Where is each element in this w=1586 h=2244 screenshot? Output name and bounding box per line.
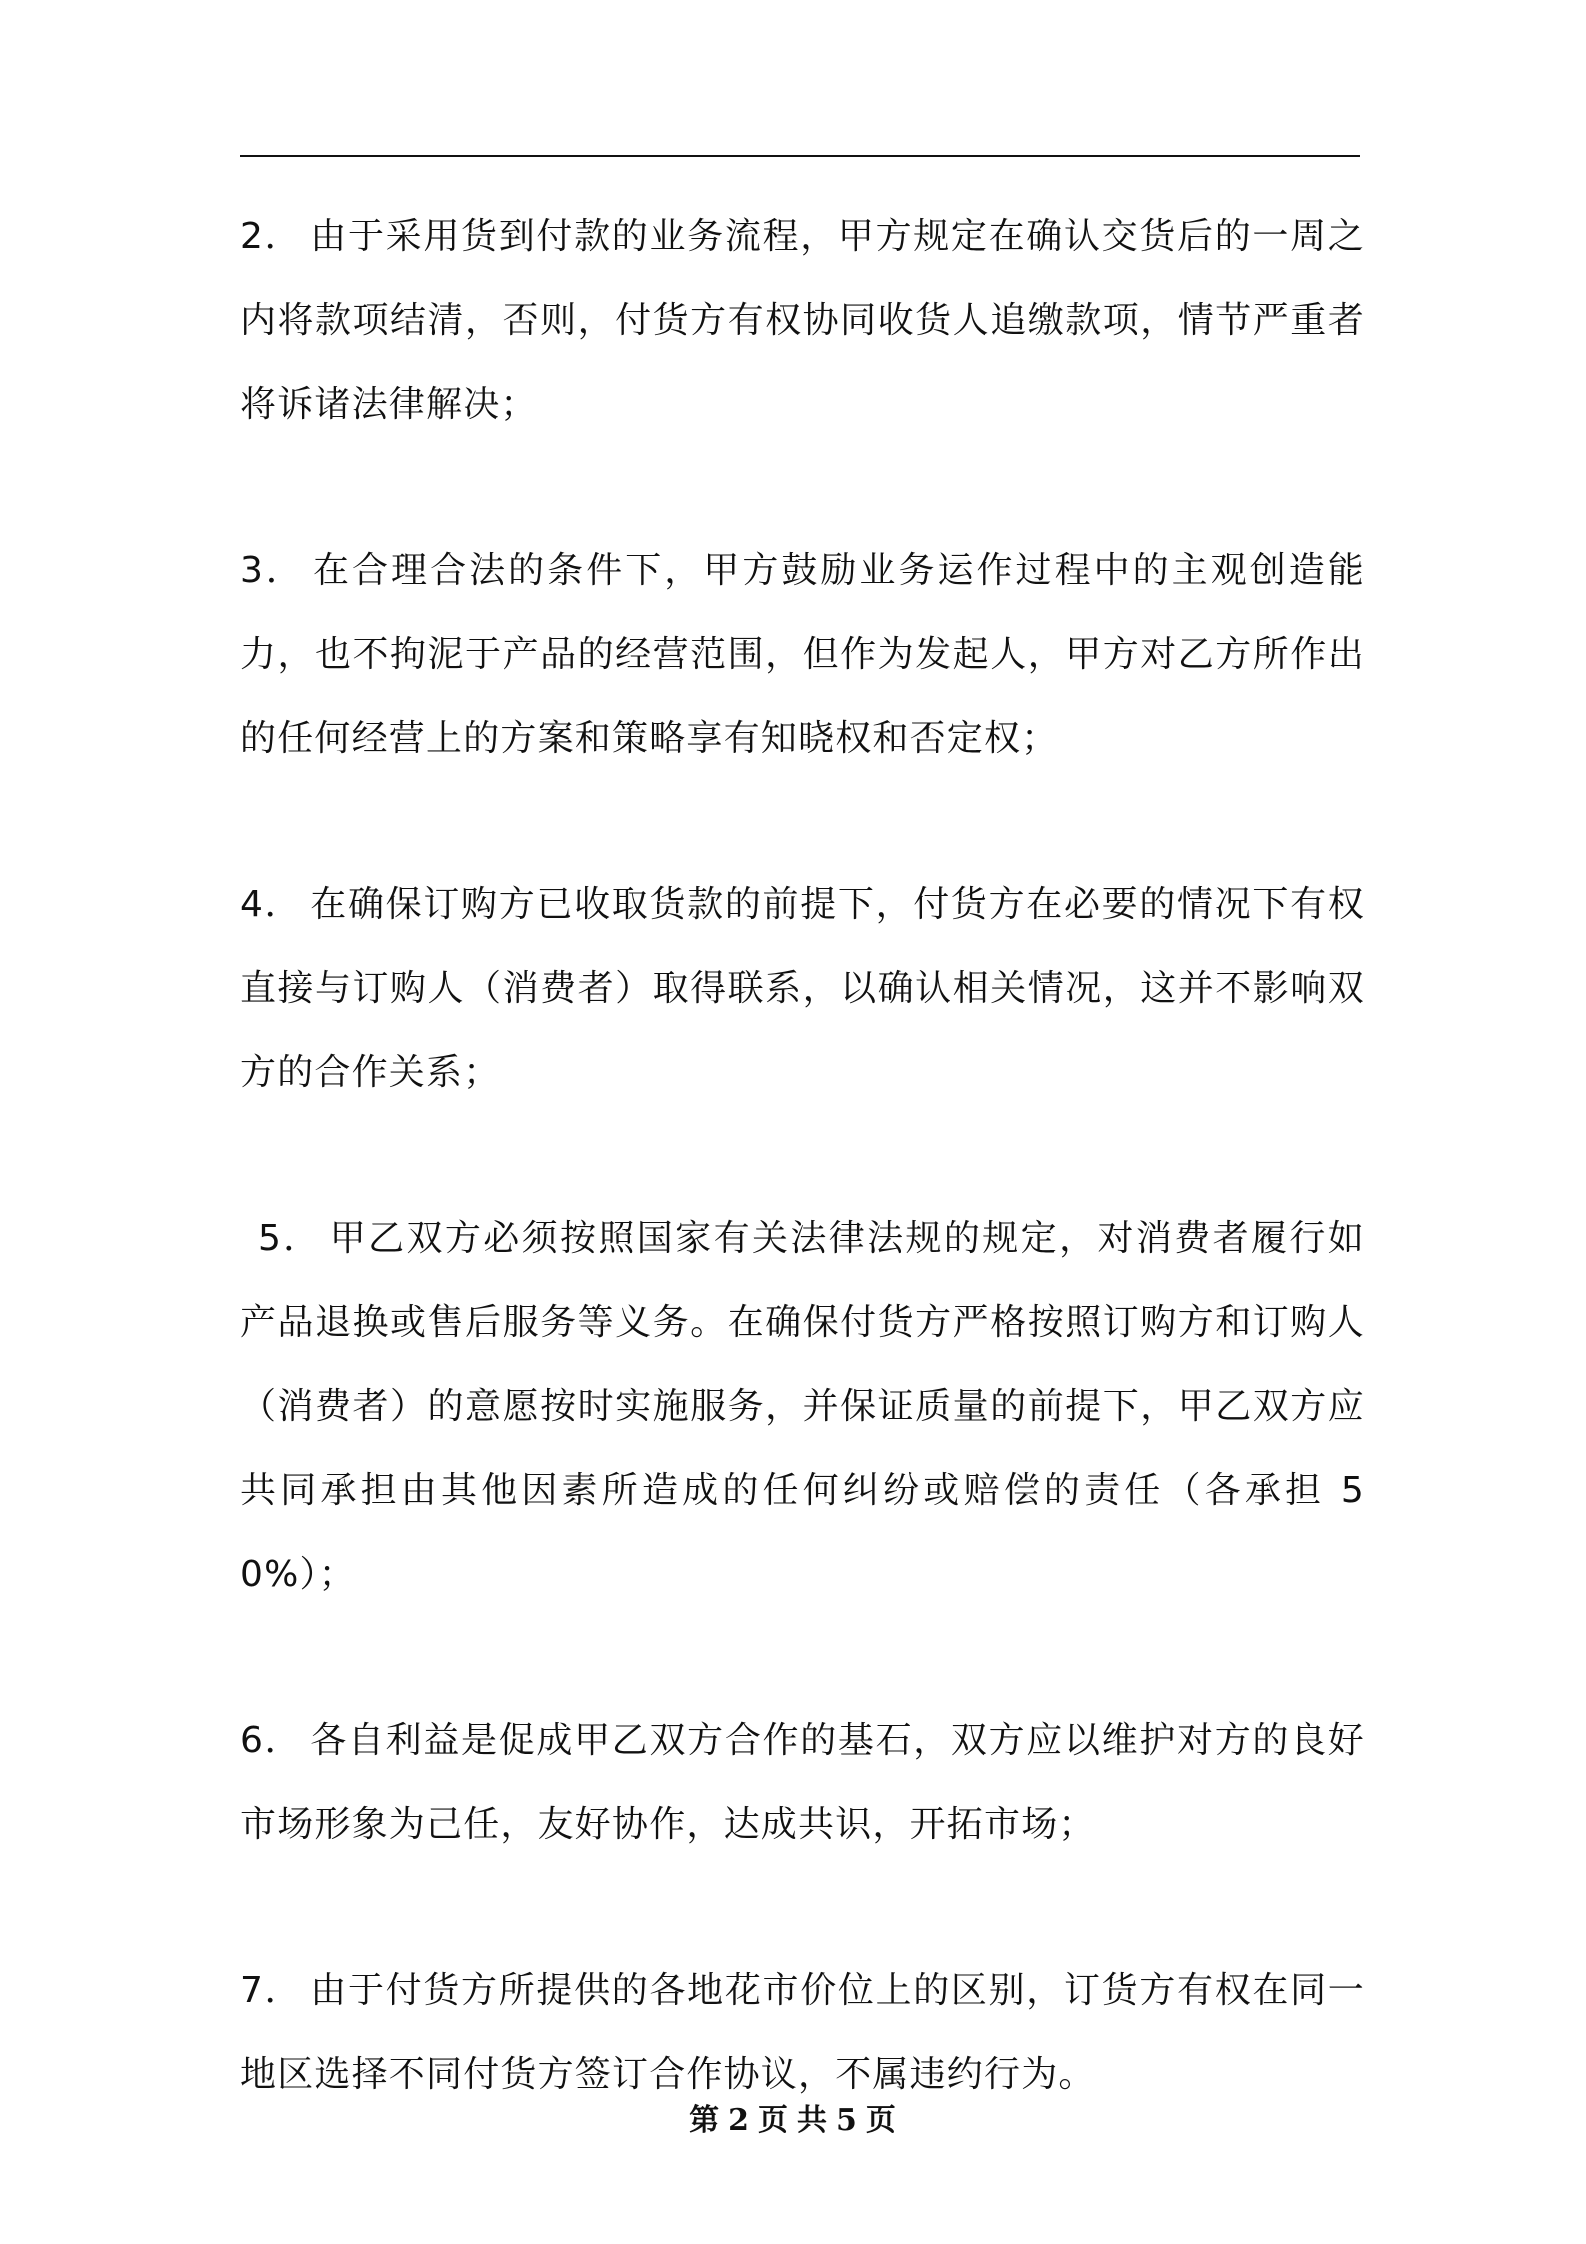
clause-number: 6．	[240, 1720, 303, 1761]
clause-text: 在合理合法的条件下，甲方鼓励业务运作过程中的主观创造能力，也不拘泥于产品的经营范围，但作为发起人，甲方对乙方所作出的任何经营上的方案和策略享有知晓权和否定权；	[240, 550, 1365, 759]
clause-number: 5．	[258, 1218, 322, 1259]
clause-number: 2．	[240, 216, 303, 257]
clause-5	[240, 1197, 1365, 1617]
document-body	[240, 195, 1365, 2199]
clause-text: 在确保订购方已收取货款的前提下，付货方在必要的情况下有权直接与订购人（消费者）取得联系，以确认相关情况，这并不影响双方的合作关系；	[240, 884, 1365, 1093]
footer-total-pages: 5	[836, 2103, 858, 2138]
footer-page-unit: 页	[758, 2103, 789, 2138]
header-divider	[240, 155, 1360, 157]
footer-prefix: 第	[689, 2103, 721, 2138]
clause-4	[240, 863, 1365, 1115]
clause-7	[240, 1949, 1365, 2117]
clause-number: 7．	[240, 1970, 303, 2011]
clause-6	[240, 1699, 1365, 1867]
clause-text: 甲乙双方必须按照国家有关法律法规的规定，对消费者履行如产品退换或售后服务等义务。在确保付货方严格按照订购方和订购人（消费者）的意愿按时实施服务，并保证质量的前提下，甲乙双方应共同承担由其他因素所造成的任何纠纷或赔偿的责任（各承担 50%）；	[240, 1218, 1365, 1595]
clause-3	[240, 529, 1365, 781]
page-footer	[0, 2095, 1586, 2139]
footer-current-page: 2	[728, 2103, 750, 2138]
clause-text: 由于采用货到付款的业务流程，甲方规定在确认交货后的一周之内将款项结清，否则，付货方有权协同收货人追缴款项，情节严重者将诉诸法律解决；	[240, 216, 1365, 425]
clause-text: 各自利益是促成甲乙双方合作的基石，双方应以维护对方的良好市场形象为己任，友好协作，达成共识，开拓市场；	[240, 1720, 1365, 1845]
clause-2	[240, 195, 1365, 447]
clause-number: 4．	[240, 884, 303, 925]
clause-text: 由于付货方所提供的各地花市价位上的区别，订货方有权在同一地区选择不同付货方签订合作协议，不属违约行为。	[240, 1970, 1365, 2095]
clause-number: 3．	[240, 550, 305, 591]
footer-total-prefix: 共	[797, 2103, 828, 2138]
footer-total-unit: 页	[865, 2103, 897, 2138]
